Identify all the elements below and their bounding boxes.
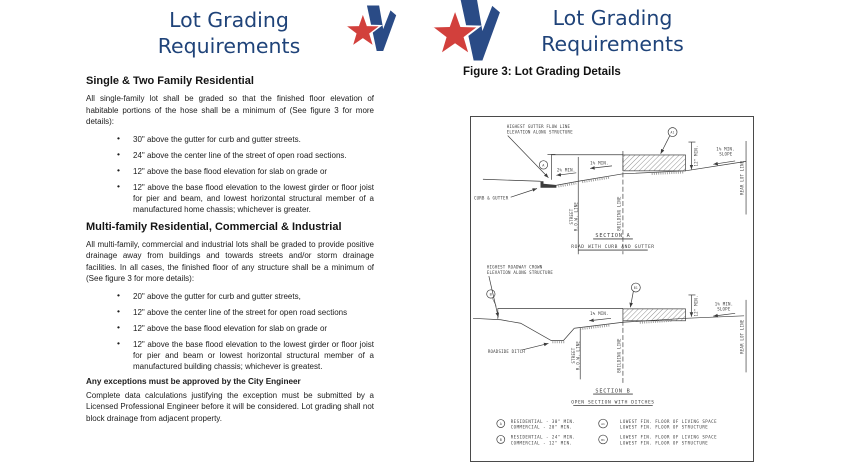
symbol-b: B <box>489 292 493 297</box>
title-line-1: Lot Grading <box>169 8 289 32</box>
section-b-subtitle: OPEN SECTION WITH DITCHES <box>571 400 655 406</box>
section-b-labels <box>487 265 745 406</box>
legend-a-line2: COMMERCIAL - 20" MIN. <box>510 424 573 430</box>
exception-heading: Any exceptions must be approved by the City Engineer <box>86 376 301 386</box>
legend-b-line1: RESIDENTIAL - 24" MIN. <box>510 434 576 440</box>
section-heading-single-family: Single & Two Family Residential <box>86 75 254 87</box>
list-item: • 12" above the base flood elevation for slab on grade or <box>86 166 374 177</box>
legend-symbol-a1: A1 <box>601 422 605 427</box>
legend-b1-line1: LOWEST FIN. FLOOR OF LIVING SPACE <box>619 434 718 440</box>
title-line-2: Requirements <box>157 34 301 58</box>
legend-symbol-b: B <box>499 437 502 442</box>
section-intro-single-family: All single-family lot shall be graded so that the finished floor elevation of habitable portions of the hose shall be a minimum of (See figure 3 for more details): <box>86 94 374 126</box>
list-item: • 24" above the center line of the street of open road sections. <box>86 150 374 161</box>
legend-b1-line2: LOWEST FIN. FLOOR OF STRUCTURE <box>619 440 709 446</box>
section-b-drawing <box>473 276 746 405</box>
list-item: • 12" above the base flood elevation to the lowest girder or floor joist for pier and beam, and lowest horizontal structural member of a manufactured home chassis; whichever is greater. <box>86 182 374 215</box>
section-intro-multi-family: All multi-family, commercial and industrial lots shall be graded to provide positive drainage away from buildings and towards streets and/or storm drainage facilities. In all cases, the finished floor of any structure shall be a minimum of (See figure 3 for more details): <box>86 239 374 283</box>
label-slope-1pct: 1% MIN. <box>590 160 609 166</box>
symbol-a: A <box>542 163 545 168</box>
label-right-slope-1: 1% MIN. <box>716 146 735 152</box>
list-item: • 20" above the gutter for curb and gutter streets, <box>86 291 374 302</box>
legend-a-line1: RESIDENTIAL - 30" MIN. <box>510 418 576 424</box>
title-line-1: Lot Grading <box>552 6 673 30</box>
label-highest-crown-line1: HIGHEST ROADWAY CROWN <box>486 264 543 270</box>
label-12in-min: 12" MIN. <box>693 145 699 167</box>
label-highest-gutter-line2: ELEVATION ALONG STRUCTURE <box>506 129 573 135</box>
page-title <box>465 5 760 57</box>
slide-body <box>86 74 374 424</box>
list-item: • 12" above the center line of the street for open road sections <box>86 307 374 318</box>
label-highest-gutter-line1: HIGHEST GUTTER FLOW LINE <box>506 124 571 130</box>
legend-b-line2: COMMERCIAL - 12" MIN. <box>510 440 573 446</box>
diagram-legend <box>497 419 717 446</box>
list-item: • 30" above the gutter for curb and gutter streets. <box>86 134 374 145</box>
bullet-list-multi-family <box>86 291 374 372</box>
lot-grading-diagram-frame <box>470 116 754 462</box>
list-item: • 12" above the base flood elevation to the lowest girder or floor joist for pier and beam or lowest horizontal structural member of a manufactured building chassis; whichever is greatest. <box>86 339 374 372</box>
legend-symbol-b1: B1 <box>601 437 605 442</box>
bullet-list-single-family <box>86 134 374 215</box>
lot-grading-diagram <box>471 117 753 461</box>
label-slope-1pct: 1% MIN. <box>590 310 609 316</box>
section-b-title: SECTION B <box>595 388 631 395</box>
label-rear-lot-line: REAR LOT LINE <box>739 160 745 195</box>
slide-lot-grading-figure <box>425 0 849 475</box>
legend-a1-line2: LOWEST FIN. FLOOR OF STRUCTURE <box>619 424 709 430</box>
label-highest-crown-line2: ELEVATION ALONG STRUCTURE <box>486 270 554 276</box>
symbol-b1: B1 <box>633 286 638 291</box>
legend-a1-line1: LOWEST FIN. FLOOR OF LIVING SPACE <box>619 418 718 424</box>
label-street: STREET <box>570 347 576 364</box>
list-item: • 12" above the base flood elevation for slab on grade or <box>86 323 374 334</box>
label-rear-lot-line: REAR LOT LINE <box>739 319 745 354</box>
section-a-title: SECTION A <box>595 233 631 240</box>
section-a-subtitle: ROAD WITH CURB AND GUTTER <box>571 245 655 251</box>
ground-stipple <box>558 172 683 186</box>
label-row-line: R.O.W. LINE <box>573 201 579 232</box>
label-row-line: R.O.W. LINE <box>575 340 581 371</box>
symbol-a1: A1 <box>670 130 675 135</box>
label-curb-gutter: CURB & GUTTER <box>473 195 509 201</box>
label-street: STREET <box>568 208 574 225</box>
figure-caption: Figure 3: Lot Grading Details <box>463 66 621 78</box>
section-heading-multi-family: Multi-family Residential, Commercial & Industrial <box>86 220 342 233</box>
label-building-line: BUILDING LINE <box>616 196 622 231</box>
label-right-slope-1: 1% MIN. <box>714 301 734 307</box>
label-right-slope-2: SLOPE <box>717 306 731 312</box>
label-slope-2pct: 2% MIN. <box>556 167 576 173</box>
legend-symbol-a: A <box>499 422 502 427</box>
label-right-slope-2: SLOPE <box>719 151 733 157</box>
label-12in-min: 12" MIN. <box>693 295 699 317</box>
exception-body: Complete data calculations justifying the exception must be submitted by a Licensed Professional Engineer before it will be considered. Lot grading shall not block drainage from adjacent property. <box>86 390 374 423</box>
title-line-2: Requirements <box>541 32 684 56</box>
label-roadside-ditch: ROADSIDE DITCH <box>487 349 525 355</box>
ground-stipple <box>552 321 671 342</box>
page-title <box>34 7 424 59</box>
label-building-line: BUILDING LINE <box>616 338 622 373</box>
